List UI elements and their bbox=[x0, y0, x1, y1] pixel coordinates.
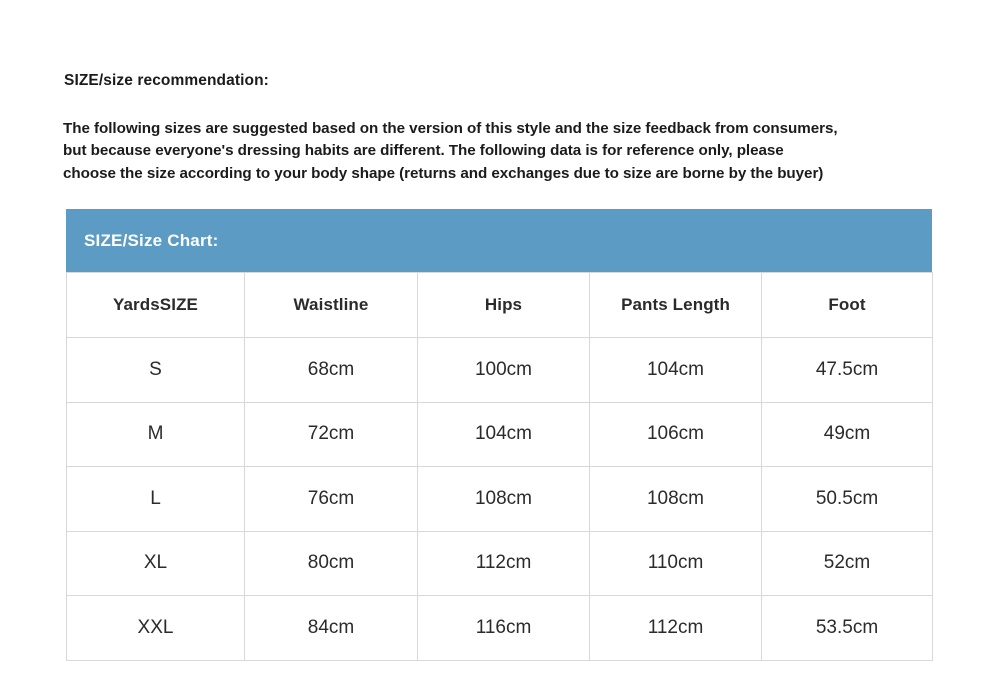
cell-pants-length: 110cm bbox=[590, 531, 762, 596]
cell-hips: 100cm bbox=[418, 338, 590, 403]
cell-hips: 104cm bbox=[418, 402, 590, 467]
table-row bbox=[67, 402, 933, 467]
size-chart-section bbox=[66, 209, 932, 661]
cell-foot: 49cm bbox=[762, 402, 933, 467]
cell-hips: 116cm bbox=[418, 596, 590, 661]
cell-pants-length: 112cm bbox=[590, 596, 762, 661]
intro-paragraph bbox=[63, 118, 943, 185]
table-row bbox=[67, 531, 933, 596]
size-chart-header-bar bbox=[66, 209, 932, 272]
cell-size: XL bbox=[67, 531, 245, 596]
intro-line-3: choose the size according to your body shape (returns and exchanges due to size are borne by the buyer) bbox=[63, 164, 824, 182]
size-table bbox=[66, 272, 933, 661]
cell-size: L bbox=[67, 467, 245, 532]
cell-hips: 112cm bbox=[418, 531, 590, 596]
page-title: SIZE/size recommendation: bbox=[64, 72, 269, 89]
cell-waistline: 72cm bbox=[245, 402, 418, 467]
cell-foot: 47.5cm bbox=[762, 338, 933, 403]
cell-waistline: 80cm bbox=[245, 531, 418, 596]
cell-size: S bbox=[67, 338, 245, 403]
table-header-row bbox=[67, 273, 933, 338]
column-header-foot: Foot bbox=[762, 273, 933, 338]
cell-foot: 53.5cm bbox=[762, 596, 933, 661]
table-row bbox=[67, 596, 933, 661]
intro-line-1: The following sizes are suggested based on the version of this style and the size feedback from consumers, bbox=[63, 120, 838, 137]
cell-foot: 52cm bbox=[762, 531, 933, 596]
column-header-pants-length: Pants Length bbox=[590, 273, 762, 338]
cell-pants-length: 108cm bbox=[590, 467, 762, 532]
size-chart-title: SIZE/Size Chart: bbox=[84, 230, 219, 250]
column-header-hips: Hips bbox=[418, 273, 590, 338]
column-header-waistline: Waistline bbox=[245, 273, 418, 338]
cell-foot: 50.5cm bbox=[762, 467, 933, 532]
cell-waistline: 68cm bbox=[245, 338, 418, 403]
table-row bbox=[67, 467, 933, 532]
column-header-yards-size: YardsSIZE bbox=[67, 273, 245, 338]
cell-hips: 108cm bbox=[418, 467, 590, 532]
table-row bbox=[67, 338, 933, 403]
cell-pants-length: 106cm bbox=[590, 402, 762, 467]
cell-waistline: 84cm bbox=[245, 596, 418, 661]
cell-pants-length: 104cm bbox=[590, 338, 762, 403]
cell-size: XXL bbox=[67, 596, 245, 661]
intro-line-2: but because everyone's dressing habits are different. The following data is for reference only, please bbox=[63, 142, 784, 160]
cell-waistline: 76cm bbox=[245, 467, 418, 532]
cell-size: M bbox=[67, 402, 245, 467]
